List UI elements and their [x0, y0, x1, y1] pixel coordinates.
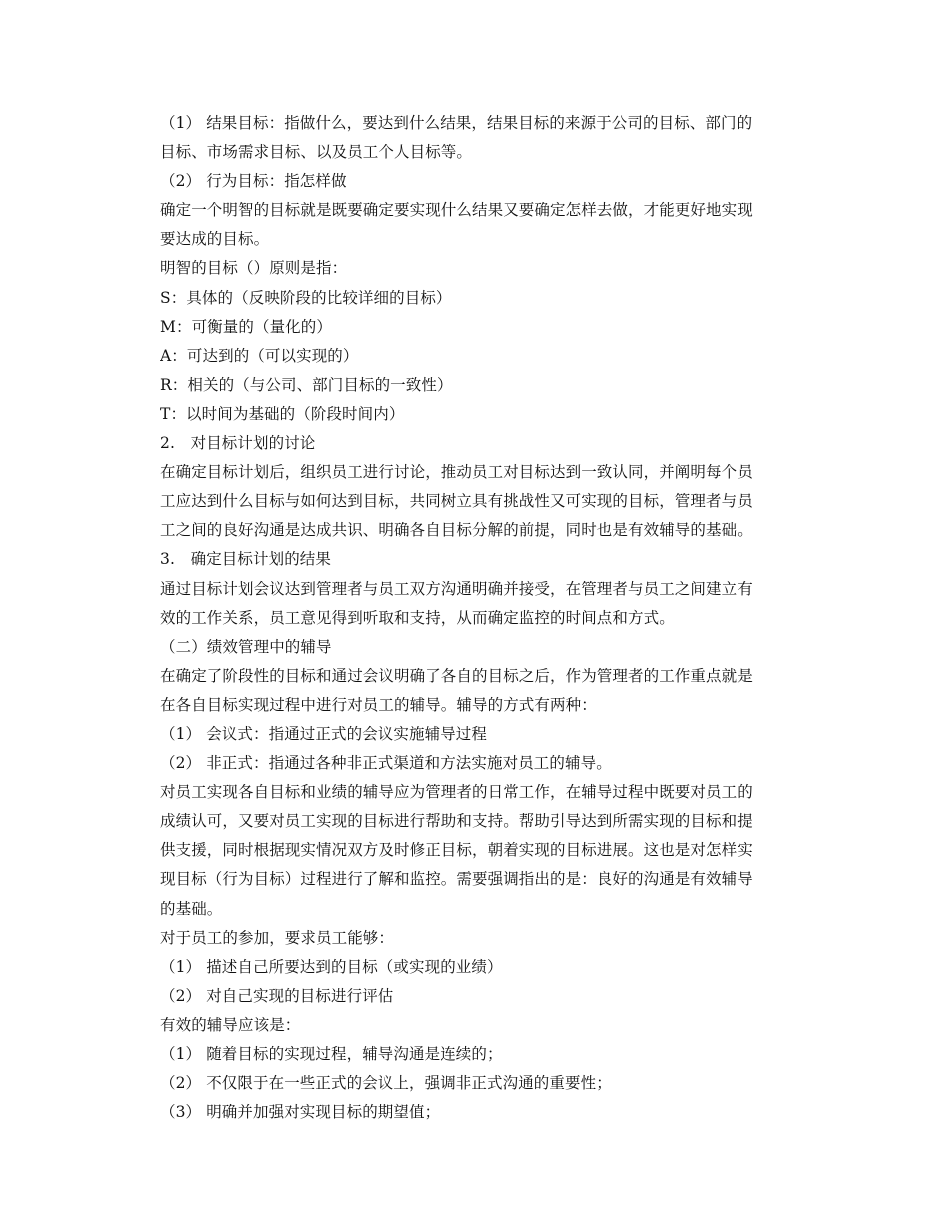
text-line: 2. 对目标计划的讨论 — [160, 434, 316, 453]
text-line: 对员工实现各自目标和业绩的辅导应为管理者的日常工作，在辅导过程中既要对员工的 — [160, 783, 753, 802]
text-line: （1） 结果目标：指做什么，要达到什么结果，结果目标的来源于公司的目标、部门的 — [160, 114, 753, 132]
text-line: （1） 描述自己所要达到的目标（或实现的业绩） — [160, 957, 503, 976]
text-line: 有效的辅导应该是： — [160, 1015, 301, 1034]
text-line: 供支援，同时根据现实情况双方及时修正目标，朝着实现的目标进展。这也是对怎样实 — [160, 841, 753, 860]
text-line: 工应达到什么目标与如何达到目标，共同树立具有挑战性又可实现的目标，管理者与员 — [160, 492, 753, 511]
text-line: M：可衡量的（量化的） — [160, 317, 332, 336]
text-line: T：以时间为基础的（阶段时间内） — [160, 404, 405, 423]
text-line: 成绩认可，又要对员工实现的目标进行帮助和支持。帮助引导达到所需实现的目标和提 — [160, 812, 753, 831]
text-line: 在各自目标实现过程中进行对员工的辅导。辅导的方式有两种： — [160, 695, 597, 714]
text-line: 明智的目标（）原则是指： — [160, 259, 348, 278]
text-line: （二）绩效管理中的辅导 — [160, 637, 332, 656]
text-line: 工之间的良好沟通是达成共识、明确各自目标分解的前提，同时也是有效辅导的基础。 — [160, 521, 753, 540]
text-line: R：相关的（与公司、部门目标的一致性） — [160, 375, 453, 394]
text-line: S：具体的（反映阶段的比较详细的目标） — [160, 288, 452, 307]
text-line: 通过目标计划会议达到管理者与员工双方沟通明确并接受，在管理者与员工之间建立有 — [160, 579, 753, 598]
text-line: （2） 不仅限于在一些正式的会议上，强调非正式沟通的重要性； — [160, 1074, 612, 1093]
text-line: 的基础。 — [160, 899, 223, 918]
text-line: 在确定目标计划后，组织员工进行讨论，推动员工对目标达到一致认同，并阐明每个员 — [160, 463, 753, 482]
text-line: 对于员工的参加，要求员工能够： — [160, 928, 395, 947]
text-line: 3. 确定目标计划的结果 — [160, 550, 331, 569]
text-line: A：可达到的（可以实现的） — [160, 346, 359, 365]
text-line: 目标、市场需求目标、以及员工个人目标等。 — [160, 143, 473, 162]
document-body — [160, 109, 790, 1127]
text-line: （3） 明确并加强对实现目标的期望值； — [160, 1103, 441, 1122]
text-line: 效的工作关系，员工意见得到听取和支持，从而确定监控的时间点和方式。 — [160, 608, 675, 627]
text-line: 要达成的目标。 — [160, 230, 270, 249]
text-line: （2） 行为目标：指怎样做 — [160, 172, 347, 191]
text-line: 在确定了阶段性的目标和通过会议明确了各自的目标之后，作为管理者的工作重点就是 — [160, 666, 753, 685]
text-line: （1） 会议式：指通过正式的会议实施辅导过程 — [160, 724, 487, 743]
text-line: 现目标（行为目标）过程进行了解和监控。需要强调指出的是：良好的沟通是有效辅导 — [160, 870, 753, 889]
text-line: （1） 随着目标的实现过程，辅导沟通是连续的； — [160, 1045, 503, 1063]
text-line: （2） 对自己实现的目标进行评估 — [160, 986, 394, 1005]
text-line: （2） 非正式：指通过各种非正式渠道和方法实施对员工的辅导。 — [160, 754, 612, 773]
text-line: 确定一个明智的目标就是既要确定要实现什么结果又要确定怎样去做，才能更好地实现 — [160, 201, 753, 220]
